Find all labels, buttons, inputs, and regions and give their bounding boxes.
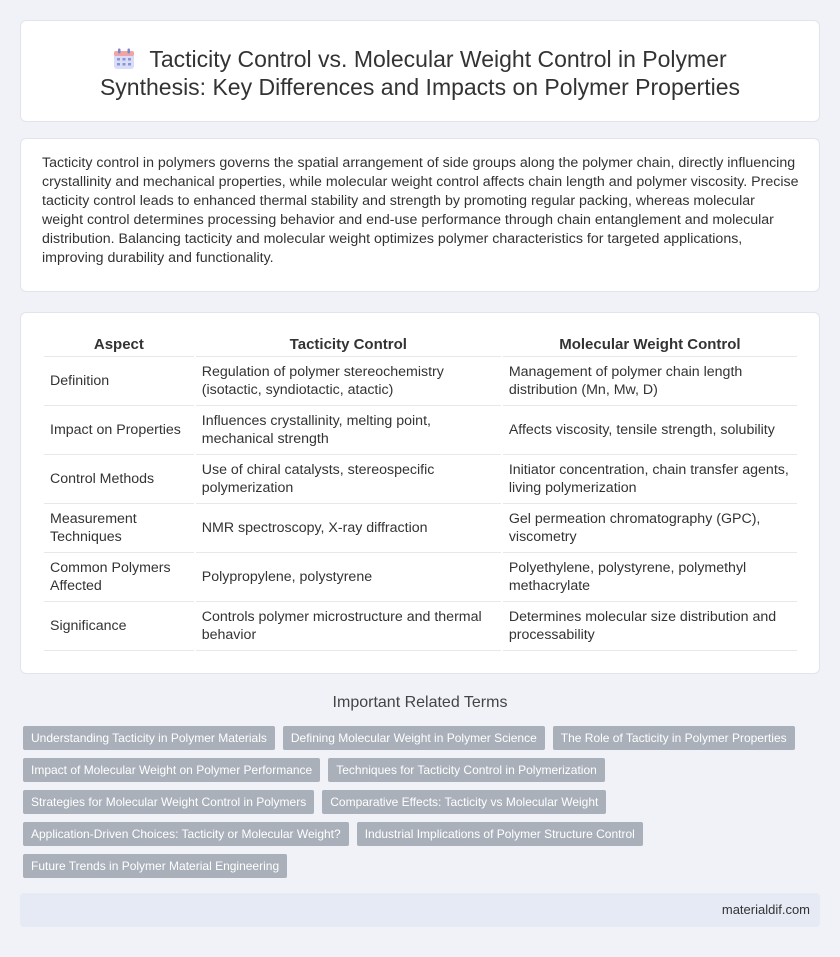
header-aspect: Aspect xyxy=(44,333,194,357)
cell-tacticity: Polypropylene, polystyrene xyxy=(196,553,501,602)
related-term-tag[interactable]: Techniques for Tacticity Control in Polymerization xyxy=(328,758,605,782)
related-term-tag[interactable]: Defining Molecular Weight in Polymer Science xyxy=(283,726,545,750)
related-term-tag[interactable]: Impact of Molecular Weight on Polymer Performance xyxy=(23,758,320,782)
footer-bar xyxy=(20,893,820,927)
cell-aspect: Common Polymers Affected xyxy=(44,553,194,602)
related-term-tag[interactable]: Application-Driven Choices: Tacticity or Molecular Weight? xyxy=(23,822,349,846)
comparison-table-card xyxy=(20,312,820,674)
table-header-row xyxy=(44,333,797,357)
related-term-tag[interactable]: Comparative Effects: Tacticity vs Molecular Weight xyxy=(322,790,606,814)
related-term-tag[interactable]: The Role of Tacticity in Polymer Properties xyxy=(553,726,795,750)
cell-aspect: Impact on Properties xyxy=(44,406,194,455)
cell-tacticity: Regulation of polymer stereochemistry (isotactic, syndiotactic, atactic) xyxy=(196,357,501,406)
cell-molecular-weight: Gel permeation chromatography (GPC), viscometry xyxy=(503,504,797,553)
cell-aspect: Significance xyxy=(44,602,194,651)
calendar-icon xyxy=(113,48,135,70)
cell-tacticity: NMR spectroscopy, X-ray diffraction xyxy=(196,504,501,553)
cell-aspect: Measurement Techniques xyxy=(44,504,194,553)
intro-paragraph: Tacticity control in polymers governs the spatial arrangement of side groups along the polymer chain, directly influencing crystallinity and mechanical properties, while molecular weight control affects chain length and polymer viscosity. Precise tacticity control leads to enhanced thermal stability and strength by promoting regular packing, whereas molecular weight control determines processing behavior and end-use performance through chain entanglement and molecular distribution. Balancing tacticity and molecular weight optimizes polymer characteristics for targeted applications, improving durability and functionality. xyxy=(42,155,799,266)
table-row xyxy=(44,455,797,504)
page-title xyxy=(21,45,819,101)
cell-tacticity: Use of chiral catalysts, stereospecific polymerization xyxy=(196,455,501,504)
cell-tacticity: Influences crystallinity, melting point, mechanical strength xyxy=(196,406,501,455)
cell-tacticity: Controls polymer microstructure and thermal behavior xyxy=(196,602,501,651)
cell-molecular-weight: Management of polymer chain length distribution (Mn, Mw, D) xyxy=(503,357,797,406)
related-terms-tags xyxy=(23,726,803,878)
footer-site-link[interactable]: materialdif.com xyxy=(721,902,810,917)
table-row xyxy=(44,553,797,602)
cell-molecular-weight: Polyethylene, polystyrene, polymethyl methacrylate xyxy=(503,553,797,602)
table-row xyxy=(44,357,797,406)
cell-molecular-weight: Determines molecular size distribution and processability xyxy=(503,602,797,651)
related-term-tag[interactable]: Future Trends in Polymer Material Engineering xyxy=(23,854,287,878)
cell-molecular-weight: Affects viscosity, tensile strength, solubility xyxy=(503,406,797,455)
related-term-tag[interactable]: Industrial Implications of Polymer Structure Control xyxy=(357,822,643,846)
header-molecular-weight-control: Molecular Weight Control xyxy=(503,333,797,357)
related-term-tag[interactable]: Understanding Tacticity in Polymer Materials xyxy=(23,726,275,750)
table-row xyxy=(44,602,797,651)
table-row xyxy=(44,504,797,553)
cell-aspect: Definition xyxy=(44,357,194,406)
cell-aspect: Control Methods xyxy=(44,455,194,504)
cell-molecular-weight: Initiator concentration, chain transfer agents, living polymerization xyxy=(503,455,797,504)
page-title-text: Tacticity Control vs. Molecular Weight Control in Polymer Synthesis: Key Differences and Impacts on Polymer Properties xyxy=(99,46,741,100)
comparison-table xyxy=(42,333,799,651)
table-row xyxy=(44,406,797,455)
intro-card xyxy=(20,138,820,292)
header-tacticity-control: Tacticity Control xyxy=(196,333,501,357)
related-term-tag[interactable]: Strategies for Molecular Weight Control in Polymers xyxy=(23,790,314,814)
related-terms-heading: Important Related Terms xyxy=(332,694,508,711)
header-card xyxy=(20,20,820,122)
